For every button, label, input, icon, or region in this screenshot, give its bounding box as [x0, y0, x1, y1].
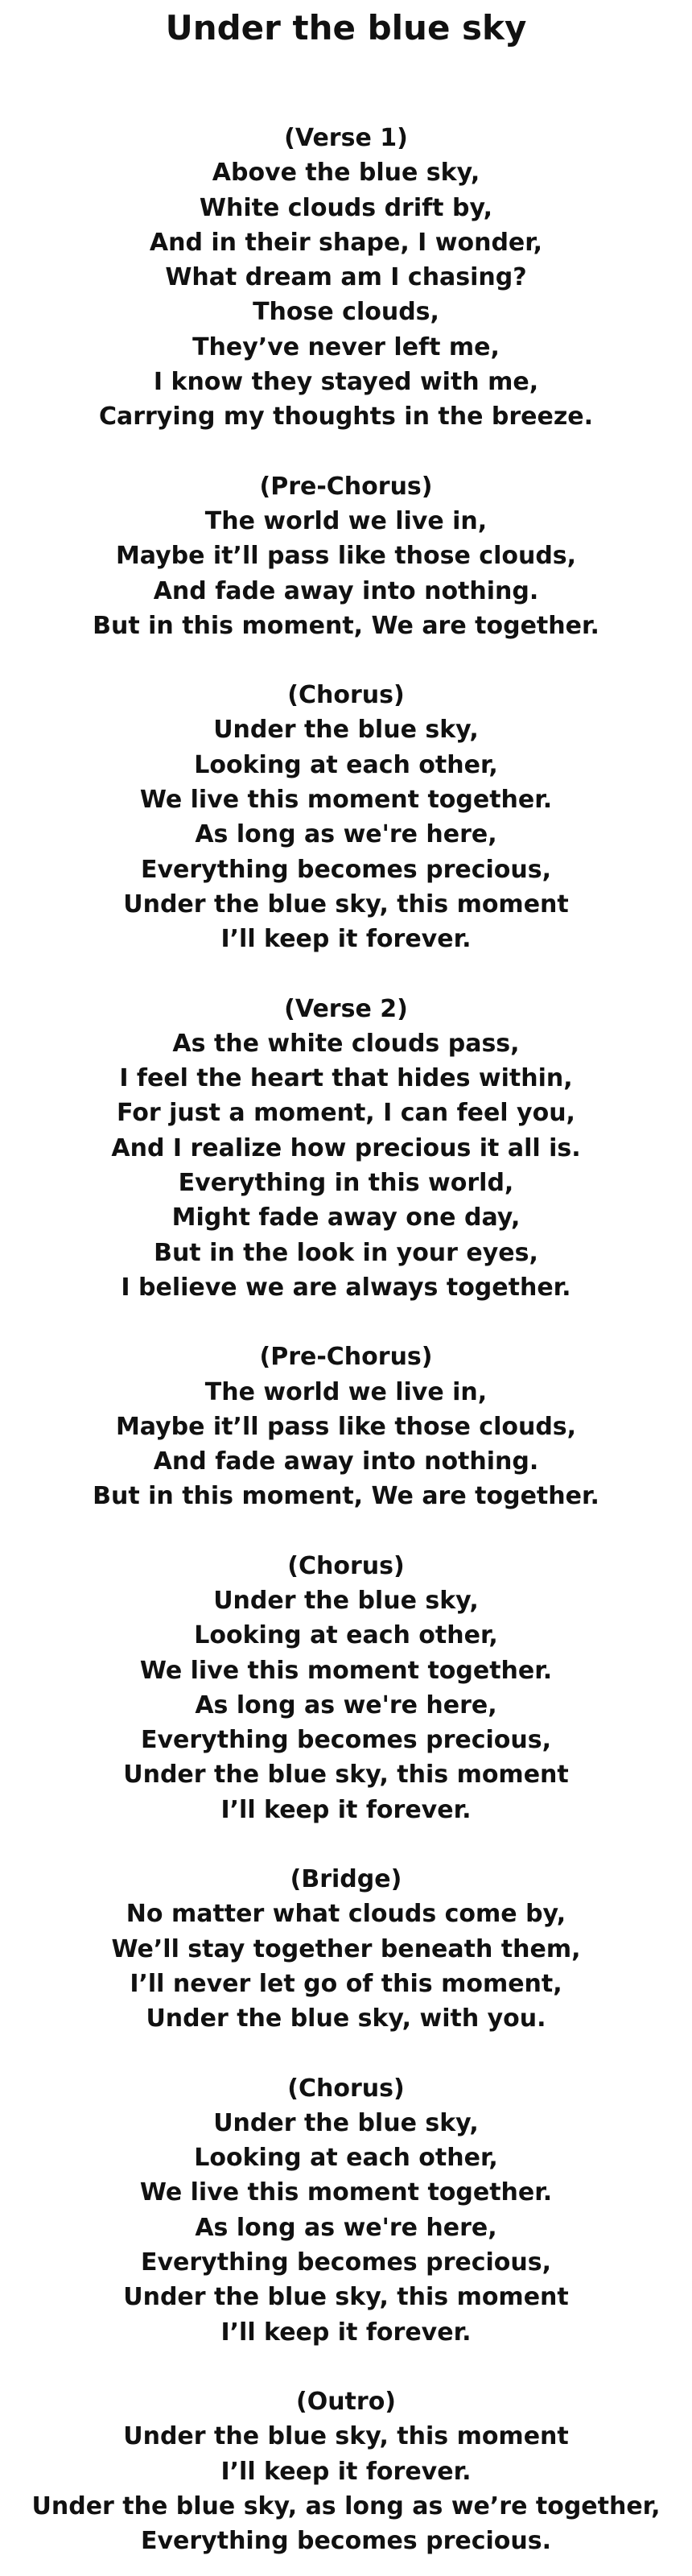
- lyric-line: Maybe it’ll pass like those clouds,: [115, 542, 577, 571]
- lyric-line: I’ll never let go of this moment,: [130, 1969, 562, 1998]
- lyric-line: Under the blue sky, this moment: [123, 890, 569, 919]
- lyric-line: As long as we're here,: [195, 2213, 497, 2242]
- lyric-line: The world we live in,: [204, 506, 488, 535]
- lyric-line: Those clouds,: [253, 298, 439, 327]
- lyric-line: Looking at each other,: [194, 750, 498, 779]
- lyric-section: [0, 992, 692, 1306]
- section-label: (Pre-Chorus): [259, 1343, 433, 1372]
- lyric-line: They’ve never left me,: [192, 332, 500, 361]
- section-label: (Bridge): [290, 1865, 402, 1894]
- lyric-line: Under the blue sky, this moment: [123, 2283, 569, 2312]
- lyric-section: [0, 1862, 692, 2036]
- lyric-section: [0, 2384, 692, 2558]
- lyric-line: What dream am I chasing?: [165, 263, 527, 292]
- lyric-line: We live this moment together.: [139, 786, 553, 815]
- section-label: (Outro): [295, 2387, 397, 2416]
- lyric-line: As the white clouds pass,: [172, 1029, 520, 1058]
- lyric-line: As long as we're here,: [195, 820, 497, 849]
- section-label: (Chorus): [287, 681, 405, 710]
- lyric-line: And I realize how precious it all is.: [111, 1133, 581, 1162]
- lyric-line: Carrying my thoughts in the breeze.: [98, 402, 594, 431]
- lyric-line: Under the blue sky, as long as we’re together,: [31, 2491, 661, 2520]
- lyric-line: I’ll keep it forever.: [220, 2318, 472, 2347]
- lyric-line: Under the blue sky,: [213, 2108, 479, 2137]
- lyric-line: Under the blue sky, this moment: [123, 1761, 569, 1790]
- lyric-section: [0, 469, 692, 643]
- lyric-line: Everything in this world,: [178, 1169, 514, 1198]
- lyric-line: Above the blue sky,: [212, 159, 480, 188]
- lyric-line: I’ll keep it forever.: [220, 1795, 472, 1824]
- lyric-section: [0, 121, 692, 435]
- song-title: Under the blue sky: [165, 8, 527, 47]
- lyric-line: Everything becomes precious.: [140, 2527, 552, 2556]
- lyric-line: We’ll stay together beneath them,: [111, 1934, 581, 1963]
- section-label: (Pre-Chorus): [259, 472, 433, 501]
- section-label: (Verse 1): [284, 124, 408, 152]
- lyric-line: But in the look in your eyes,: [154, 1238, 538, 1267]
- lyric-line: As long as we're here,: [195, 1690, 497, 1719]
- lyric-line: Everything becomes precious,: [140, 2248, 552, 2277]
- lyric-line: And fade away into nothing.: [153, 1447, 539, 1476]
- lyric-section: [0, 1549, 692, 1827]
- lyric-line: Everything becomes precious,: [140, 855, 552, 884]
- lyric-line: And fade away into nothing.: [153, 576, 539, 605]
- lyric-section: [0, 1340, 692, 1513]
- lyric-line: Under the blue sky,: [213, 716, 479, 745]
- lyric-line: For just a moment, I can feel you,: [117, 1099, 575, 1128]
- lyric-line: I’ll keep it forever.: [220, 2457, 472, 2486]
- lyric-line: Under the blue sky,: [213, 1586, 479, 1615]
- section-label: (Chorus): [287, 2074, 405, 2103]
- lyric-line: I know they stayed with me,: [153, 368, 539, 397]
- lyric-line: I feel the heart that hides within,: [119, 1064, 573, 1093]
- lyric-line: I’ll keep it forever.: [220, 925, 472, 954]
- lyric-line: Looking at each other,: [194, 1621, 498, 1650]
- lyric-line: But in this moment, We are together.: [93, 611, 599, 640]
- section-label: (Verse 2): [284, 994, 408, 1023]
- lyric-line: Under the blue sky, this moment: [123, 2422, 569, 2451]
- lyric-line: But in this moment, We are together.: [93, 1482, 599, 1511]
- lyric-line: And in their shape, I wonder,: [149, 228, 543, 257]
- section-label: (Chorus): [287, 1551, 405, 1580]
- lyric-line: We live this moment together.: [139, 1656, 553, 1685]
- lyric-line: Maybe it’ll pass like those clouds,: [115, 1412, 577, 1441]
- lyric-line: Under the blue sky, with you.: [146, 2004, 546, 2033]
- lyrics-body: [0, 121, 692, 2558]
- lyric-line: No matter what clouds come by,: [126, 1900, 566, 1929]
- lyric-line: We live this moment together.: [139, 2178, 553, 2207]
- lyric-line: The world we live in,: [204, 1377, 488, 1406]
- lyric-line: White clouds drift by,: [199, 193, 493, 222]
- lyric-line: Everything becomes precious,: [140, 1726, 552, 1755]
- lyric-line: Might fade away one day,: [171, 1203, 521, 1232]
- lyric-line: I believe we are always together.: [121, 1273, 571, 1302]
- lyric-section: [0, 678, 692, 956]
- lyric-line: Looking at each other,: [194, 2144, 498, 2173]
- lyric-section: [0, 2071, 692, 2350]
